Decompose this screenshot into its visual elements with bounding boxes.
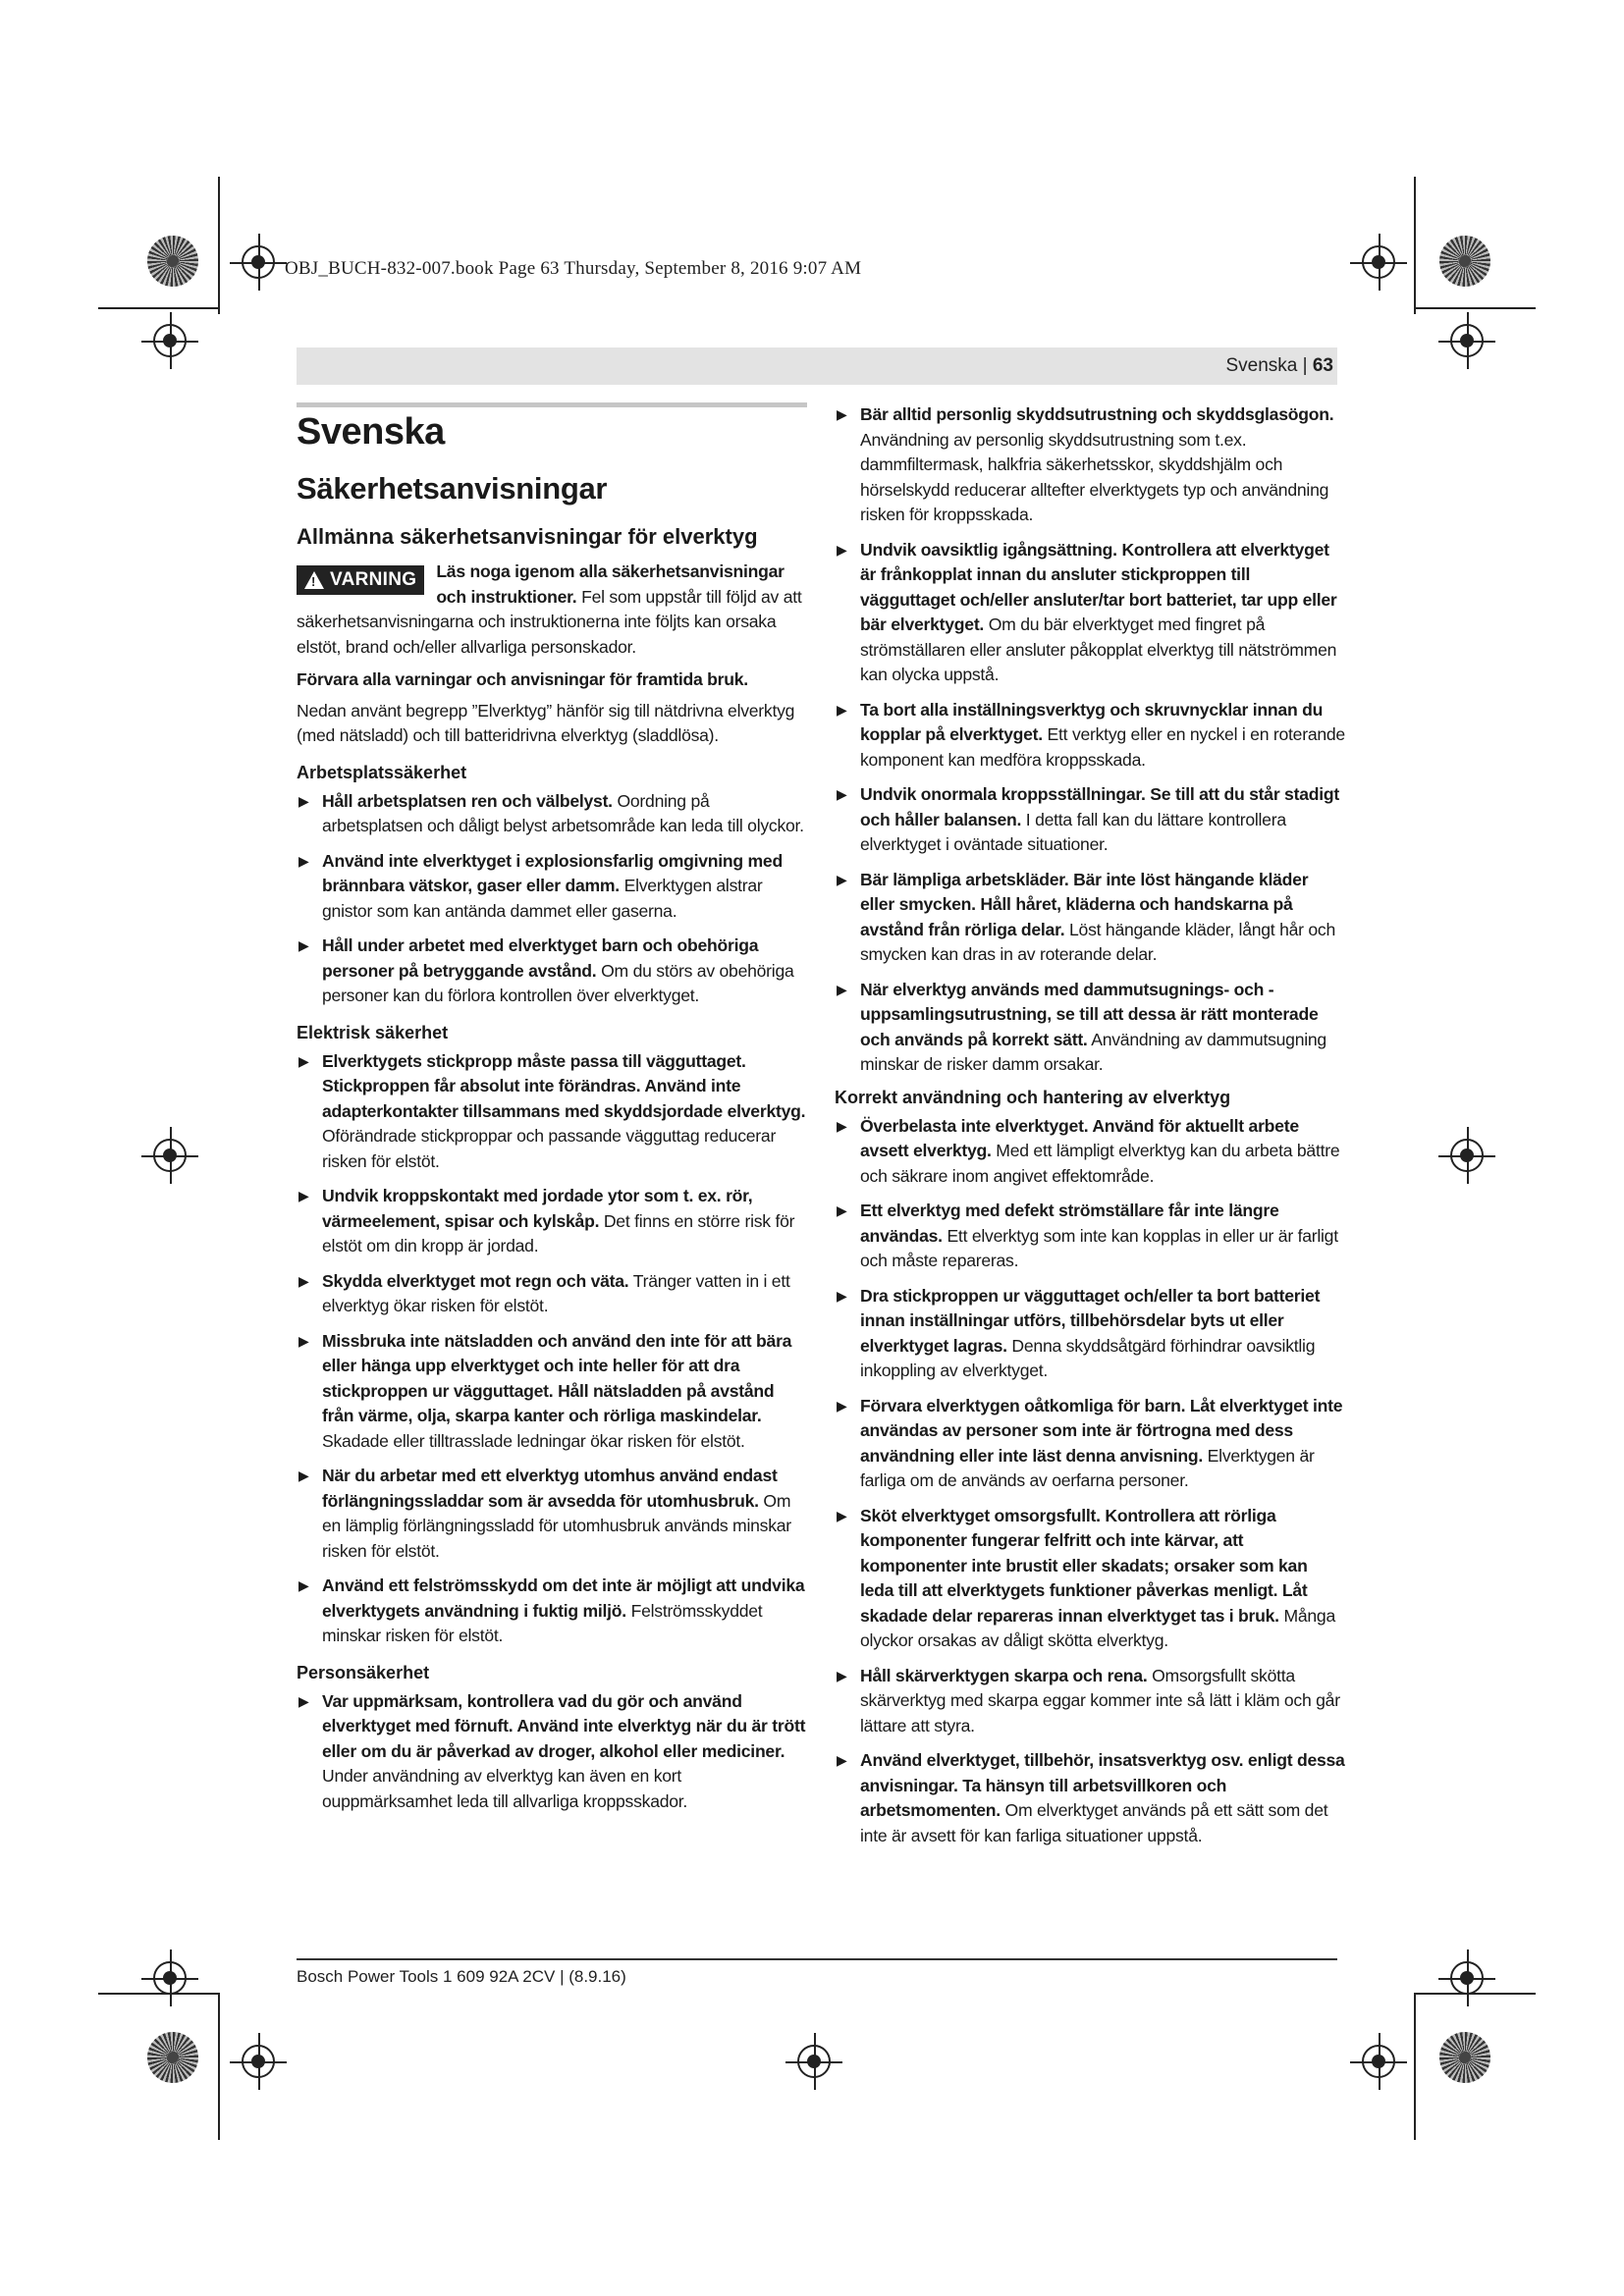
item-bold: Undvik kroppskontakt med jordade ytor som t. ex. rör, värmeelement, spisar och kylskåp. bbox=[322, 1186, 753, 1231]
section-heading: Personsäkerhet bbox=[297, 1662, 430, 1682]
header-separator: | bbox=[1297, 355, 1313, 376]
crop-mark bbox=[1414, 307, 1536, 309]
crop-mark bbox=[218, 177, 220, 314]
list-item bbox=[835, 978, 1345, 1078]
bullet-arrow-icon: ▶ bbox=[298, 1052, 309, 1069]
color-rose-mark bbox=[147, 2032, 198, 2083]
item-bold: Elverktygets stickpropp måste passa till vägguttaget. Stickproppen får absolut inte förändras. Använd inte adapterkontakter tillsammans med skyddsjordade elverktyg. bbox=[322, 1050, 806, 1121]
item-text: Med ett lämpligt elverktyg kan du arbeta bättre och säkrare inom angivet effektområde. bbox=[860, 1141, 1340, 1186]
page-footer: Bosch Power Tools 1 609 92A 2CV | (8.9.16) bbox=[297, 1967, 626, 1986]
item-bold: Skydda elverktyget mot regn och väta. bbox=[322, 1270, 629, 1291]
list-item bbox=[297, 1269, 807, 1319]
bullet-arrow-icon: ▶ bbox=[837, 1752, 847, 1768]
chapter-title: Säkerhetsanvisningar bbox=[297, 471, 608, 506]
registration-mark bbox=[153, 1961, 187, 1995]
bullet-arrow-icon: ▶ bbox=[837, 1117, 847, 1134]
bullet-arrow-icon: ▶ bbox=[837, 871, 847, 887]
list-item bbox=[835, 538, 1345, 688]
item-bold: Ett elverktyg med defekt strömställare får inte längre användas. bbox=[860, 1201, 1279, 1246]
registration-mark bbox=[1362, 2045, 1395, 2078]
crop-mark bbox=[98, 307, 220, 309]
bullet-arrow-icon: ▶ bbox=[837, 541, 847, 558]
bullet-arrow-icon: ▶ bbox=[298, 1468, 309, 1483]
bullet-arrow-icon: ▶ bbox=[837, 981, 847, 997]
item-bold: Förvara elverktygen oåtkomliga för barn. Låt elverktyget inte användas av personer som inte är förtrogna med dess användning eller inte läst denna anvisning. bbox=[860, 1395, 1343, 1466]
list-item bbox=[835, 1504, 1345, 1654]
bullet-arrow-icon: ▶ bbox=[837, 701, 847, 718]
item-bold: Använd inte elverktyget i explosionsfarlig omgivning med brännbara vätskor, gaser eller damm. bbox=[322, 850, 783, 895]
item-text: Löst hängande kläder, långt hår och smycken kan dras in av roterande delar. bbox=[860, 919, 1336, 964]
running-header bbox=[1225, 355, 1333, 377]
bullet-arrow-icon: ▶ bbox=[837, 1397, 847, 1414]
color-rose-mark bbox=[1439, 2032, 1490, 2083]
list-item bbox=[297, 934, 807, 1009]
bullet-arrow-icon: ▶ bbox=[837, 1507, 847, 1523]
bullet-arrow-icon: ▶ bbox=[298, 1188, 309, 1203]
bullet-arrow-icon: ▶ bbox=[298, 937, 309, 953]
item-bold: Undvik onormala kroppsställningar. Se till att du står stadigt och håller balansen. bbox=[860, 784, 1339, 829]
list-item bbox=[835, 1114, 1345, 1190]
section-heading: Arbetsplatssäkerhet bbox=[297, 762, 467, 782]
item-bold: Missbruka inte nätsladden och använd den inte för att bära eller hänga upp elverktyget och inte heller för att dra stickproppen ur vägguttaget. Håll nätsladden på avstånd från värme, olja, skarpa kanter och rörliga maskindelar. bbox=[322, 1330, 792, 1425]
item-text: Om en lämplig förlängningssladd för utomhusbruk används minskar risken för elstöt. bbox=[322, 1490, 791, 1561]
list-item bbox=[835, 1199, 1345, 1274]
section-heading: Korrekt användning och hantering av elverktyg bbox=[835, 1087, 1231, 1107]
item-bold: Använd ett felströmsskydd om det inte är möjligt att undvika elverktygets användning i fuktig miljö. bbox=[322, 1575, 805, 1621]
bullet-arrow-icon: ▶ bbox=[837, 1202, 847, 1218]
crop-mark bbox=[218, 1993, 220, 2140]
header-language: Svenska bbox=[1225, 355, 1298, 376]
item-bold: Dra stickproppen ur vägguttaget och/eller ta bort batteriet innan inställningar utförs, tillbehörsdelar byts ut eller elverktyget lagras. bbox=[860, 1285, 1321, 1356]
item-text: Felströmsskyddet minskar risken för elstöt. bbox=[322, 1600, 763, 1645]
warning-triangle-icon bbox=[304, 571, 324, 589]
list-item bbox=[835, 1748, 1345, 1848]
list-item bbox=[297, 789, 807, 839]
list-item bbox=[835, 402, 1345, 528]
definition-text: Nedan använt begrepp ”Elverktyg” hänför sig till nätdrivna elverktyg (med nätsladd) och till batteridrivna elverktyg (sladdlösa). bbox=[297, 700, 795, 745]
item-text: Användning av personlig skyddsutrustning som t.ex. dammfiltermask, halkfria säkerhetsskor, skyddshjälm och hörselskydd reducerar alltefter elverktygets typ och användning risken för kroppsskada. bbox=[860, 429, 1329, 524]
item-bold: Undvik oavsiktlig igångsättning. Kontrollera att elverktyget är frånkopplat innan du ansluter stickproppen till vägguttaget och/eller ansluter/tar bort batteriet, tar upp eller bär elverktyget. bbox=[860, 539, 1337, 634]
item-bold: Håll under arbetet med elverktyget barn och obehöriga personer på betryggande avstånd. bbox=[322, 935, 759, 981]
registration-mark bbox=[153, 1139, 187, 1172]
item-bold: Håll skärverktygen skarpa och rena. bbox=[860, 1665, 1148, 1685]
item-text: Oordning på arbetsplatsen och dåligt belyst arbetsområde kan leda till olyckor. bbox=[322, 790, 804, 835]
item-text: Om du störs av obehöriga personer kan du förlora kontrollen över elverktyget. bbox=[322, 960, 794, 1005]
item-text: Elverktygen alstrar gnistor som kan antända dammet eller gaserna. bbox=[322, 876, 763, 921]
item-bold: Bär alltid personlig skyddsutrustning och skyddsglasögon. bbox=[860, 404, 1334, 424]
item-bold: När elverktyg används med dammutsugnings- och -uppsamlingsutrustning, se till att dessa är rätt monterade och används på korrekt sätt. bbox=[860, 979, 1319, 1049]
list-item bbox=[297, 1464, 807, 1564]
item-text: Elverktygen är farliga om de används av oerfarna personer. bbox=[860, 1445, 1315, 1490]
item-bold: Ta bort alla inställningsverktyg och skruvnycklar innan du kopplar på elverktyget. bbox=[860, 699, 1324, 744]
item-text: Omsorgsfullt skötta skärverktyg med skarpa eggar kommer inte så lätt i kläm och går lättare att styra. bbox=[860, 1665, 1340, 1735]
bullet-arrow-icon: ▶ bbox=[298, 852, 309, 869]
list-item bbox=[835, 868, 1345, 968]
item-bold: Håll arbetsplatsen ren och välbelyst. bbox=[322, 790, 613, 811]
item-bold: Sköt elverktyget omsorgsfullt. Kontrollera att rörliga komponenter fungerar felfritt och inte kärvar, att komponenter inte brustit eller skadats; orsaker som kan leda till att elverktygets funktioner påverkas menligt. Låt skadade delar repareras innan elverktyget tas i bruk. bbox=[860, 1505, 1308, 1626]
registration-mark bbox=[1450, 1139, 1484, 1172]
bullet-arrow-icon: ▶ bbox=[298, 1332, 309, 1349]
warning-block bbox=[297, 560, 807, 660]
footer-rule bbox=[297, 1958, 1337, 1960]
item-text: Om du bär elverktyget med fingret på strömställaren eller ansluter påkopplat elverktyg till nätströmmen kan olycka uppstå. bbox=[860, 614, 1337, 684]
item-bold: Använd elverktyget, tillbehör, insatsverktyg osv. enligt dessa anvisningar. Ta hänsyn till arbetsvillkoren och arbetsmomenten. bbox=[860, 1750, 1345, 1820]
crop-mark bbox=[1414, 1993, 1416, 2140]
item-text: Ett verktyg eller en nyckel i en roterande komponent kan medföra kroppsskada. bbox=[860, 724, 1345, 770]
item-text: Det finns en större risk för elstöt om din kropp är jordad. bbox=[322, 1210, 795, 1255]
registration-mark bbox=[1362, 245, 1395, 279]
color-rose-mark bbox=[147, 236, 198, 287]
item-text: Tränger vatten in i ett elverktyg ökar risken för elstöt. bbox=[322, 1270, 790, 1315]
item-text: Under användning av elverktyg kan även en kort ouppmärksamhet leda till allvarliga kroppsskador. bbox=[322, 1766, 688, 1811]
registration-mark bbox=[1450, 1961, 1484, 1995]
item-text: Oförändrade stickproppar och passande vägguttag reducerar risken för elstöt. bbox=[322, 1126, 777, 1171]
bullet-arrow-icon: ▶ bbox=[298, 1692, 309, 1709]
section-title-general: Allmänna säkerhetsanvisningar för elverktyg bbox=[297, 524, 758, 549]
running-header-bar bbox=[297, 347, 1337, 385]
bullet-arrow-icon: ▶ bbox=[837, 1287, 847, 1304]
registration-mark bbox=[797, 2045, 831, 2078]
list-item bbox=[835, 782, 1345, 858]
warning-bold: Läs noga igenom alla säkerhetsanvisningar och instruktioner. bbox=[436, 561, 785, 607]
title-rule bbox=[297, 402, 807, 407]
crop-mark bbox=[98, 1993, 220, 1995]
list-item bbox=[297, 1184, 807, 1259]
registration-mark bbox=[242, 2045, 275, 2078]
list-item bbox=[297, 1329, 807, 1455]
page-number: 63 bbox=[1312, 355, 1333, 376]
list-item bbox=[835, 1284, 1345, 1384]
warning-body: Fel som uppstår till följd av att säkerhetsanvisningarna och instruktionerna inte följts kan orsaka elstöt, brand och/eller allvarliga personskador. bbox=[297, 586, 802, 657]
list-item bbox=[835, 698, 1345, 774]
registration-mark bbox=[242, 245, 275, 279]
warning-badge-label: VARNING bbox=[330, 569, 417, 590]
item-text: Om elverktyget används på ett sätt som det inte är avsett för kan farliga situationer uppstå. bbox=[860, 1800, 1328, 1845]
list-item bbox=[835, 1664, 1345, 1739]
item-bold: Var uppmärksam, kontrollera vad du gör och använd elverktyget med förnuft. Använd inte elverktyg när du är trött eller om du är påverkad av droger, alkohol eller mediciner. bbox=[322, 1690, 806, 1761]
right-column bbox=[835, 402, 1345, 1858]
warning-badge bbox=[297, 565, 424, 595]
bullet-arrow-icon: ▶ bbox=[837, 786, 847, 802]
list-item bbox=[297, 1689, 807, 1815]
page-title: Svenska bbox=[297, 411, 445, 453]
item-bold: När du arbetar med ett elverktyg utomhus använd endast förlängningssladdar som är avsedda för utomhusbruk. bbox=[322, 1466, 778, 1511]
bullet-arrow-icon: ▶ bbox=[837, 406, 847, 422]
item-bold: Bär lämpliga arbetskläder. Bär inte löst hängande kläder eller smycken. Håll håret, kläderna och handskarna på avstånd från rörliga delar. bbox=[860, 869, 1309, 939]
left-column bbox=[297, 402, 807, 1824]
book-info-line: OBJ_BUCH-832-007.book Page 63 Thursday, September 8, 2016 9:07 AM bbox=[285, 258, 862, 279]
item-text: Användning av dammutsugning minskar de risker damm orsakar. bbox=[860, 1029, 1326, 1074]
bullet-arrow-icon: ▶ bbox=[298, 1577, 309, 1593]
item-text: Ett elverktyg som inte kan kopplas in eller ur är farligt och måste repareras. bbox=[860, 1225, 1338, 1270]
list-item bbox=[835, 1394, 1345, 1494]
item-bold: Överbelasta inte elverktyget. Använd för aktuellt arbete avsett elverktyg. bbox=[860, 1115, 1299, 1160]
list-item bbox=[297, 849, 807, 925]
item-text: Skadade eller tilltrasslade ledningar ökar risken för elstöt. bbox=[322, 1430, 745, 1451]
list-item bbox=[297, 1574, 807, 1649]
crop-mark bbox=[1414, 177, 1416, 314]
item-text: Denna skyddsåtgärd förhindrar oavsiktlig inkoppling av elverktyget. bbox=[860, 1335, 1316, 1380]
crop-mark bbox=[1414, 1993, 1536, 1995]
item-text: Många olyckor orsakas av dåligt skötta elverktyg. bbox=[860, 1605, 1335, 1650]
keep-instructions: Förvara alla varningar och anvisningar för framtida bruk. bbox=[297, 669, 748, 689]
registration-mark bbox=[1450, 324, 1484, 357]
bullet-arrow-icon: ▶ bbox=[298, 792, 309, 809]
bullet-arrow-icon: ▶ bbox=[298, 1272, 309, 1289]
color-rose-mark bbox=[1439, 236, 1490, 287]
list-item bbox=[297, 1049, 807, 1175]
item-text: I detta fall kan du lättare kontrollera elverktyget i oväntade situationer. bbox=[860, 809, 1286, 854]
registration-mark bbox=[153, 324, 187, 357]
bullet-arrow-icon: ▶ bbox=[837, 1667, 847, 1683]
section-heading: Elektrisk säkerhet bbox=[297, 1022, 449, 1042]
